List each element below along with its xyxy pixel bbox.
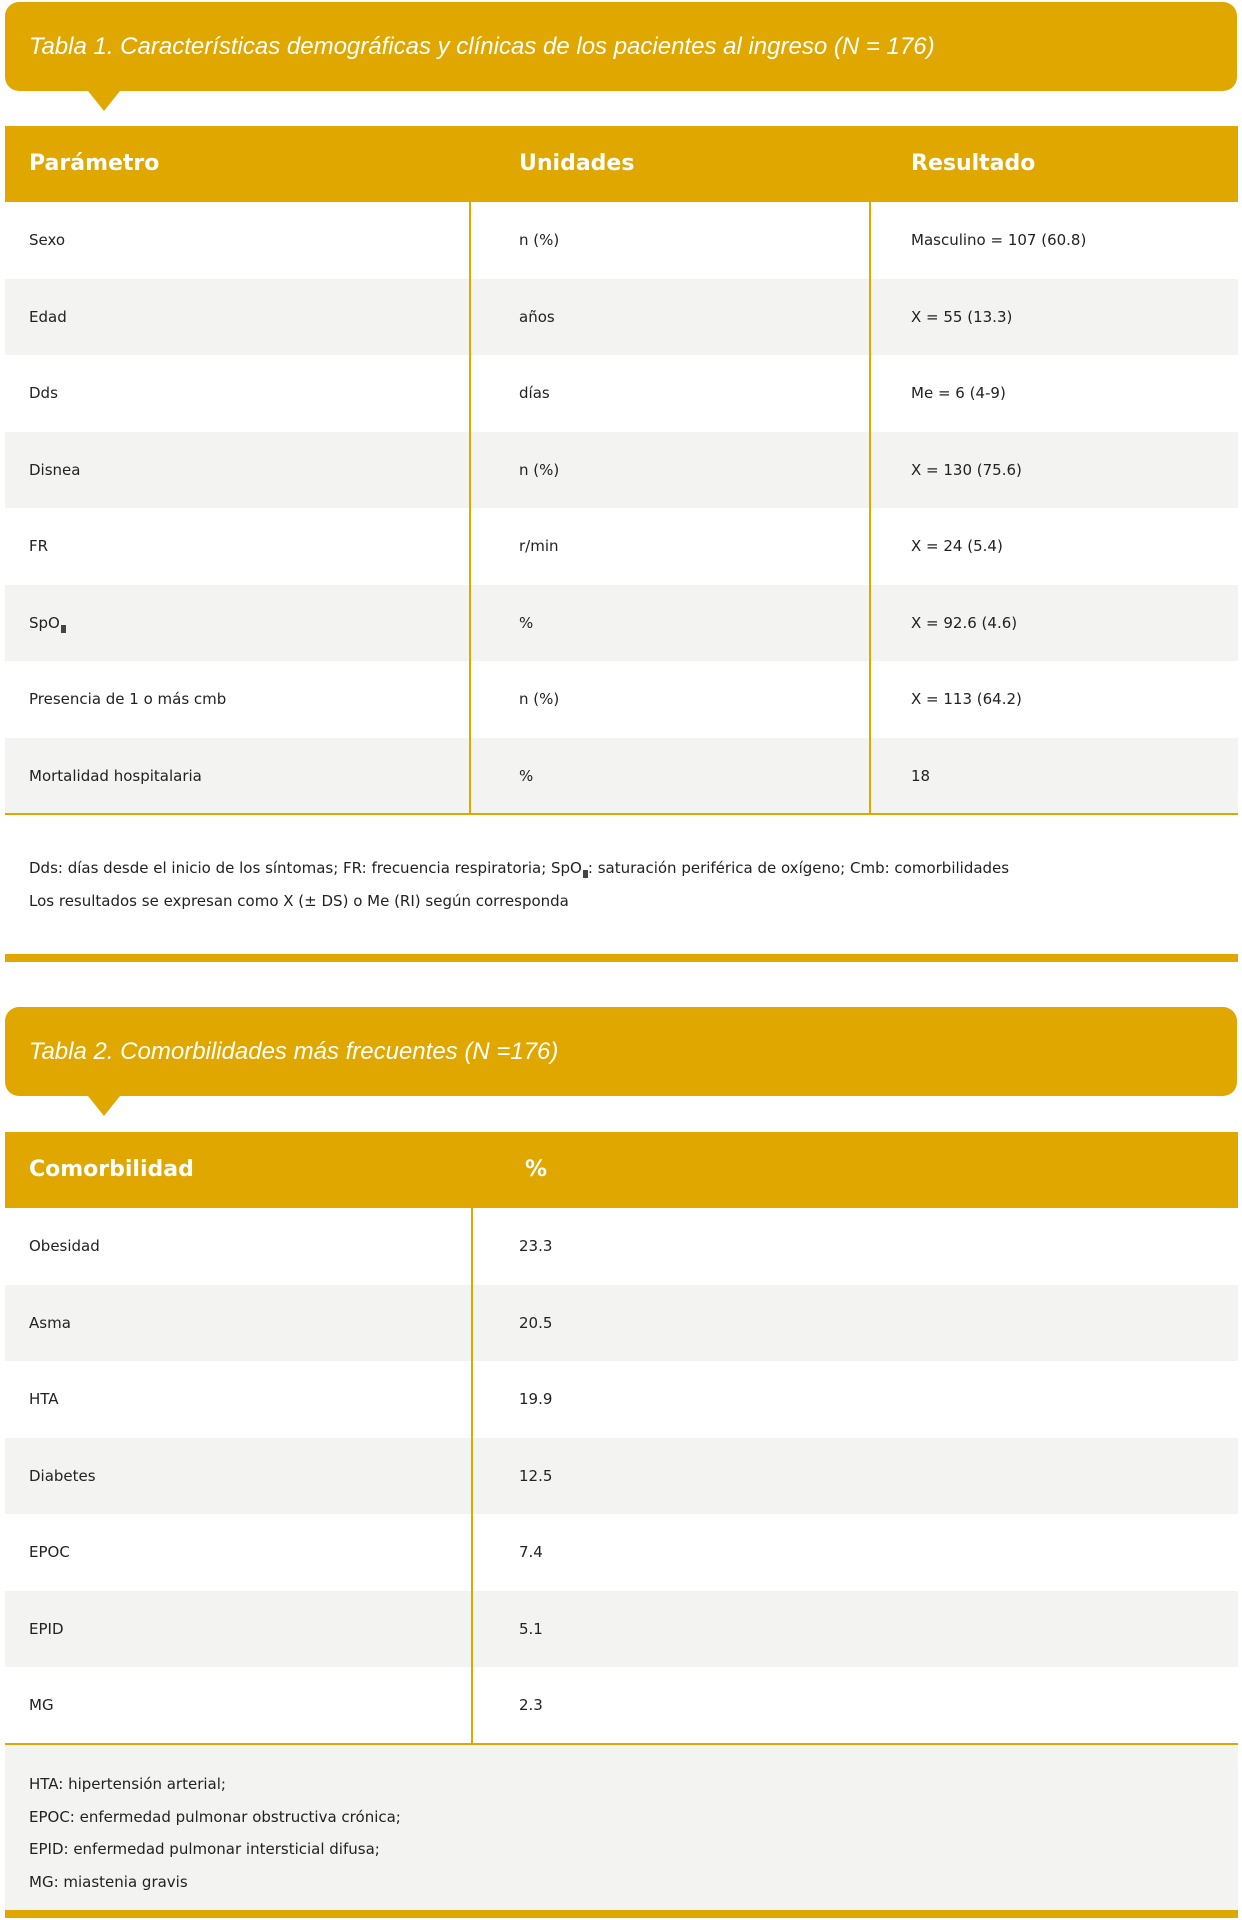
table1-header bbox=[5, 126, 1238, 202]
cell-parametro: FR bbox=[29, 537, 49, 555]
footnote-hta: HTA: hipertensión arterial; bbox=[29, 1775, 226, 1793]
table-row bbox=[5, 585, 1238, 662]
cell-unidades: días bbox=[519, 384, 550, 402]
table1-end-rule bbox=[5, 954, 1238, 962]
header-unidades: Unidades bbox=[519, 151, 635, 176]
cell-parametro-spo2 bbox=[29, 585, 66, 662]
cell-percent: 19.9 bbox=[519, 1390, 553, 1408]
cell-resultado: Me = 6 (4-9) bbox=[911, 384, 1006, 402]
table-row bbox=[5, 508, 1238, 585]
footnote-epoc: EPOC: enfermedad pulmonar obstructiva crónica; bbox=[29, 1808, 401, 1826]
cell-unidades: r/min bbox=[519, 537, 559, 555]
table-row bbox=[5, 738, 1238, 815]
table-row bbox=[5, 1285, 1238, 1362]
cell-percent: 12.5 bbox=[519, 1466, 553, 1485]
cell-resultado: X = 24 (5.4) bbox=[911, 537, 1003, 555]
cell-unidades: n (%) bbox=[519, 690, 560, 708]
table2-caption bbox=[5, 1007, 1237, 1096]
cell-percent: 7.4 bbox=[519, 1543, 543, 1561]
footnote-mg: MG: miastenia gravis bbox=[29, 1873, 188, 1891]
table1-body bbox=[5, 202, 1238, 814]
cell-resultado: 18 bbox=[911, 766, 931, 785]
table2-header bbox=[5, 1132, 1238, 1208]
table1-caption bbox=[5, 2, 1237, 91]
table1-footnote-2: Los resultados se expresan como X (± DS) o Me (RI) según corresponda bbox=[29, 892, 569, 910]
cell-resultado: X = 130 (75.6) bbox=[911, 460, 1022, 479]
table1 bbox=[5, 126, 1238, 814]
cell-percent: 20.5 bbox=[519, 1313, 553, 1332]
header-resultado: Resultado bbox=[911, 151, 1036, 176]
table-row bbox=[5, 1438, 1238, 1515]
cell-resultado: X = 113 (64.2) bbox=[911, 690, 1022, 708]
table-row bbox=[5, 355, 1238, 432]
table2 bbox=[5, 1132, 1238, 1744]
table-row bbox=[5, 1667, 1238, 1744]
table-row bbox=[5, 432, 1238, 509]
cell-unidades: años bbox=[519, 307, 555, 326]
footnote-text-a: Dds: días desde el inicio de los síntomas; FR: frecuencia respiratoria; SpO bbox=[29, 859, 582, 877]
cell-unidades: n (%) bbox=[519, 460, 560, 479]
table2-end-rule bbox=[5, 1910, 1238, 1918]
cell-comorbilidad: HTA bbox=[29, 1390, 59, 1408]
table-row bbox=[5, 202, 1238, 279]
table-row bbox=[5, 1208, 1238, 1285]
cell-comorbilidad: Diabetes bbox=[29, 1466, 96, 1485]
cell-resultado: Masculino = 107 (60.8) bbox=[911, 231, 1087, 249]
table-row bbox=[5, 661, 1238, 738]
table-row bbox=[5, 1591, 1238, 1668]
cell-parametro: Disnea bbox=[29, 460, 81, 479]
cell-unidades: % bbox=[519, 613, 534, 632]
cell-parametro: Mortalidad hospitalaria bbox=[29, 766, 202, 785]
cell-comorbilidad: MG bbox=[29, 1696, 54, 1714]
caption-pointer bbox=[88, 1096, 120, 1116]
header-percent: % bbox=[525, 1157, 548, 1182]
cell-resultado: X = 55 (13.3) bbox=[911, 307, 1013, 326]
table2-body bbox=[5, 1208, 1238, 1744]
cell-percent: 23.3 bbox=[519, 1237, 553, 1255]
cell-comorbilidad: EPOC bbox=[29, 1543, 70, 1561]
caption-pointer bbox=[88, 91, 120, 111]
table-row bbox=[5, 1361, 1238, 1438]
table2-footnotes bbox=[5, 1745, 1238, 1910]
cell-resultado: X = 92.6 (4.6) bbox=[911, 613, 1018, 632]
table2-caption-text: Tabla 2. Comorbilidades más frecuentes (N =176) bbox=[29, 1038, 559, 1065]
footnote-epid: EPID: enfermedad pulmonar intersticial difusa; bbox=[29, 1840, 380, 1858]
cell-comorbilidad: Asma bbox=[29, 1313, 71, 1332]
cell-parametro: Dds bbox=[29, 384, 58, 402]
table-row bbox=[5, 279, 1238, 356]
table1-col-divider-2 bbox=[869, 202, 871, 814]
cell-percent: 2.3 bbox=[519, 1696, 543, 1714]
table1-footnote-1 bbox=[29, 852, 1009, 885]
table1-caption-text: Tabla 1. Características demográficas y clínicas de los pacientes al ingreso (N = 176) bbox=[29, 33, 935, 60]
footnote-text-b: : saturación periférica de oxígeno; Cmb: comorbilidades bbox=[587, 859, 1010, 877]
subscript-placeholder bbox=[61, 625, 66, 633]
table2-col-divider bbox=[471, 1208, 473, 1744]
header-comorbilidad: Comorbilidad bbox=[29, 1157, 194, 1182]
cell-unidades: % bbox=[519, 766, 534, 785]
table1-bottom-rule bbox=[5, 813, 1238, 815]
cell-parametro: Edad bbox=[29, 307, 67, 326]
cell-parametro: Presencia de 1 o más cmb bbox=[29, 690, 227, 708]
cell-percent: 5.1 bbox=[519, 1619, 543, 1638]
table-row bbox=[5, 1514, 1238, 1591]
spo2-label: SpO bbox=[29, 613, 60, 632]
table1-col-divider-1 bbox=[469, 202, 471, 814]
cell-parametro: Sexo bbox=[29, 231, 66, 249]
cell-unidades: n (%) bbox=[519, 231, 560, 249]
header-parametro: Parámetro bbox=[29, 151, 160, 176]
cell-comorbilidad: EPID bbox=[29, 1619, 64, 1638]
cell-comorbilidad: Obesidad bbox=[29, 1237, 100, 1255]
